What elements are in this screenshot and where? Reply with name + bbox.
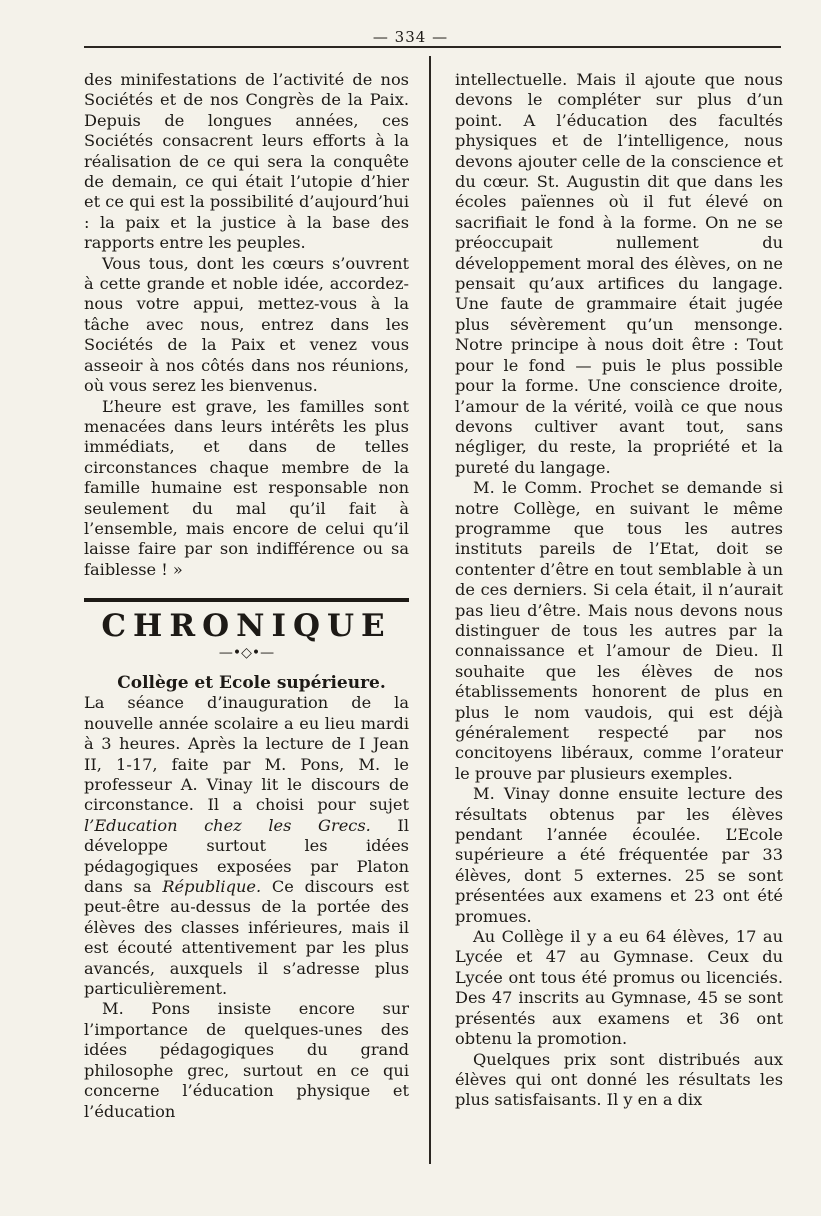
right-paragraph-3: M. Vinay donne ensuite lecture des résultats obtenus par les élèves pendant l’année écoulée. L’Ecole supérieure a été fréquentée par 33 élèves, dont 5 externes. 25 se sont présentées aux examens et 23 ont été promues.: [455, 784, 783, 926]
right-paragraph-2: M. le Comm. Prochet se demande si notre Collège, en suivant le même programme que tous les autres instituts pareils de l’Etat, doit se contenter d’être en tout semblable à un de ces derniers. Si cela était, il n’aurait pas lieu d’être. Mais nous devons nous distinguer de tous les autres par la connaissance et l’amour de Dieu. Il souhaite que les élèves de nos établissements honorent de plus en plus le nom vaudois, qui est déjà généralement respecté par nos concitoyens libéraux, comme l’orateur le prouve par plusieurs exemples.: [455, 478, 783, 783]
paragraph-4-italic-2: République.: [162, 877, 262, 897]
left-column: [84, 70, 409, 1122]
paragraph-4-text-b: Il développe surtout les idées pédagogiques exposées par Platon dans sa: [84, 815, 409, 897]
left-paragraph-1: des minifestations de l’activité de nos Sociétés et de nos Congrès de la Paix. Depuis de longues années, ces Sociétés consacrent leurs efforts à la réalisation de ce qui sera la conquête de demain, ce qui était l’utopie d’hier et ce qui est la possibilité d’aujourd’hui : la paix et la justice à la base des rapports entre les peuples.: [84, 70, 409, 253]
paragraph-4-text-a: La séance d’inauguration de la nouvelle année scolaire a eu lieu mardi à 3 heures. Après la lecture de I Jean II, 1-17, faite par M. Pons, M. le professeur A. Vinay lit le discours de circonstance. Il a choisi pour sujet: [84, 693, 409, 815]
column-divider: [429, 56, 431, 1164]
right-paragraph-4: Au Collège il y a eu 64 élèves, 17 au Lycée et 47 au Gymnase. Ceux du Lycée ont tous été promus ou licenciés. Des 47 inscrits au Gymnase, 45 se sont présentés aux examens et 36 ont obtenu la promotion.: [455, 927, 783, 1049]
right-paragraph-5: Quelques prix sont distribués aux élèves qui ont donné les résultats les plus satisfaisants. Il y en a dix: [455, 1049, 783, 1110]
left-paragraph-3: L’heure est grave, les familles sont menacées dans leurs intérêts les plus immédiats, et dans de telles circonstances chaque membre de la famille humaine est responsable non seulement du mal qu’il fait à l’ensemble, mais encore de celui qu’il laisse faire par son indifférence ou sa faiblesse ! »: [84, 396, 409, 579]
left-paragraph-2: Vous tous, dont les cœurs s’ouvrent à cette grande et noble idée, accordez-nous votre appui, mettez-vous à la tâche avec nous, entrez dans les Sociétés de la Paix et venez vous asseoir à nos côtés dans nos réunions, où vous serez les bienvenus.: [84, 253, 409, 396]
ornament: —•◇•—: [218, 644, 275, 661]
section-title: Collège et Ecole supérieure.: [117, 672, 386, 693]
paragraph-4-text-c: Ce discours est peut-être au-dessus de la portée des élèves des classes inférieures, mais il est écouté attentivement par les plus avancés, auxquels il s’adresse plus particulièrement.: [84, 877, 409, 999]
header-rule: [84, 46, 781, 48]
left-paragraph-4: [84, 693, 409, 999]
paragraph-4-italic-1: l’Education chez les Grecs.: [84, 815, 371, 835]
page-number: — 334 —: [0, 28, 821, 46]
right-paragraph-1: intellectuelle. Mais il ajoute que nous devons le compléter sur plus d’un point. A l’éducation des facultés physiques et de l’intelligence, nous devons ajouter celle de la conscience et du cœur. St. Augustin dit que dans les écoles païennes où il fut élevé on sacrifiait le fond à la forme. On ne se préoccupait nullement du développement moral des élèves, on ne pensait qu’aux artifices du langage. Une faute de grammaire était jugée plus sévèrement qu’un mensonge. Notre principe à nous doit être : Tout pour le fond — puis le plus possible pour la forme. Une conscience droite, l’amour de la vérité, voilà ce que nous devons cultiver avant tout, sans négliger, du reste, la propriété et la pureté du langage.: [455, 70, 783, 477]
left-paragraph-5: M. Pons insiste encore sur l’importance de quelques-unes des idées pédagogiques du grand philosophe grec, surtout en ce qui concerne l’éducation physique et l’éducation: [84, 999, 409, 1121]
right-column: [455, 70, 783, 1111]
section-divider: [84, 598, 409, 602]
chronique-heading: CHRONIQUE: [101, 608, 392, 645]
